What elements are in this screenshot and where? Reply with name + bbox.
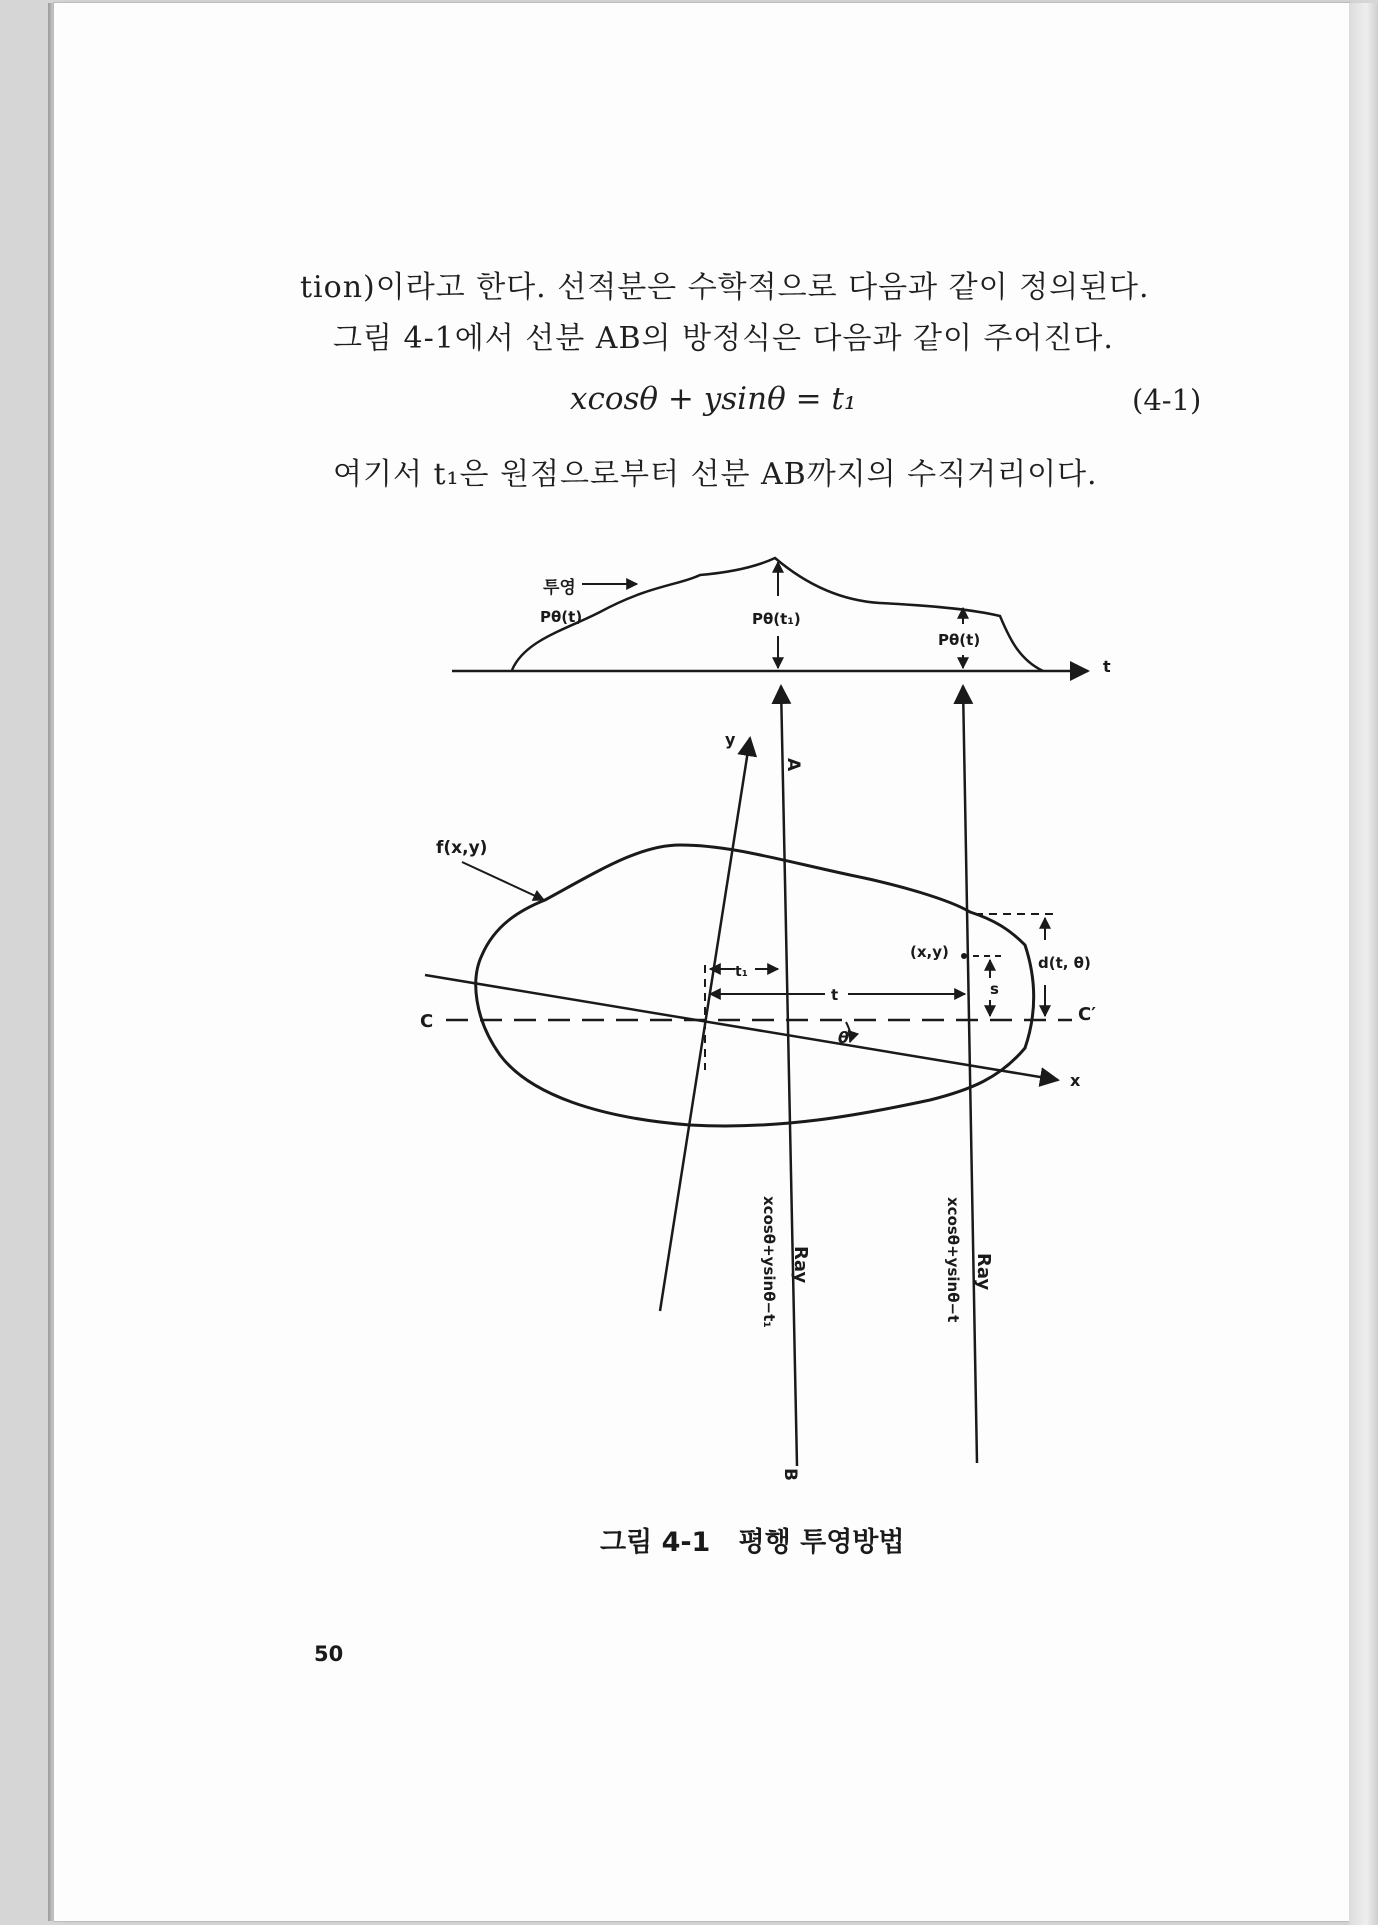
page-number: 50: [314, 1642, 344, 1666]
x-axis-label: x: [1070, 1071, 1081, 1090]
theta-label: θ: [838, 1028, 849, 1047]
point-xy-marker: [961, 953, 967, 959]
ray-2-label: Ray: [973, 1253, 994, 1291]
figure-caption: 그림 4-1 평행 투영방법: [600, 1527, 905, 1558]
p-theta-t-label: Pθ(t): [540, 608, 583, 626]
ray-AB: [781, 686, 797, 1466]
ray-1-label: Ray: [790, 1246, 811, 1284]
projection-label: 투영: [543, 578, 576, 598]
c-prime-label: C′: [1078, 1004, 1096, 1025]
fxy-label-arrow: [462, 862, 544, 900]
object-outline: [476, 845, 1034, 1126]
s-label: s: [990, 980, 999, 998]
x-axis-line: [425, 975, 1058, 1080]
ray-1-equation: xcosθ+ysinθ−t₁: [760, 1196, 778, 1328]
p-theta-t1-label: Pθ(t₁): [752, 610, 801, 628]
t-axis-label: t: [1103, 657, 1111, 676]
d-t-theta-label: d(t, θ): [1038, 954, 1091, 972]
equation-4-1: xcosθ + ysinθ = t₁: [570, 381, 857, 417]
body-line-2: 그림 4-1에서 선분 AB의 방정식은 다음과 같이 주어진다.: [333, 321, 1114, 356]
t-label: t: [831, 986, 839, 1004]
point-A-label: A: [783, 758, 803, 772]
p-theta-t-right-label: Pθ(t): [938, 631, 981, 649]
t1-label: t₁: [735, 964, 748, 980]
equation-number: (4-1): [1132, 383, 1202, 417]
fxy-label: f(x,y): [436, 838, 488, 858]
xy-point-label: (x,y): [910, 943, 949, 961]
point-B-label: B: [780, 1468, 800, 1481]
y-axis-label: y: [725, 730, 736, 749]
ray-t: [963, 686, 977, 1463]
ray-2-equation: xcosθ+ysinθ−t: [944, 1197, 962, 1323]
c-label: C: [420, 1011, 434, 1032]
body-line-3: 여기서 t₁은 원점으로부터 선분 AB까지의 수직거리이다.: [333, 457, 1098, 492]
body-line-1: tion)이라고 한다. 선적분은 수학적으로 다음과 같이 정의된다.: [300, 270, 1150, 305]
